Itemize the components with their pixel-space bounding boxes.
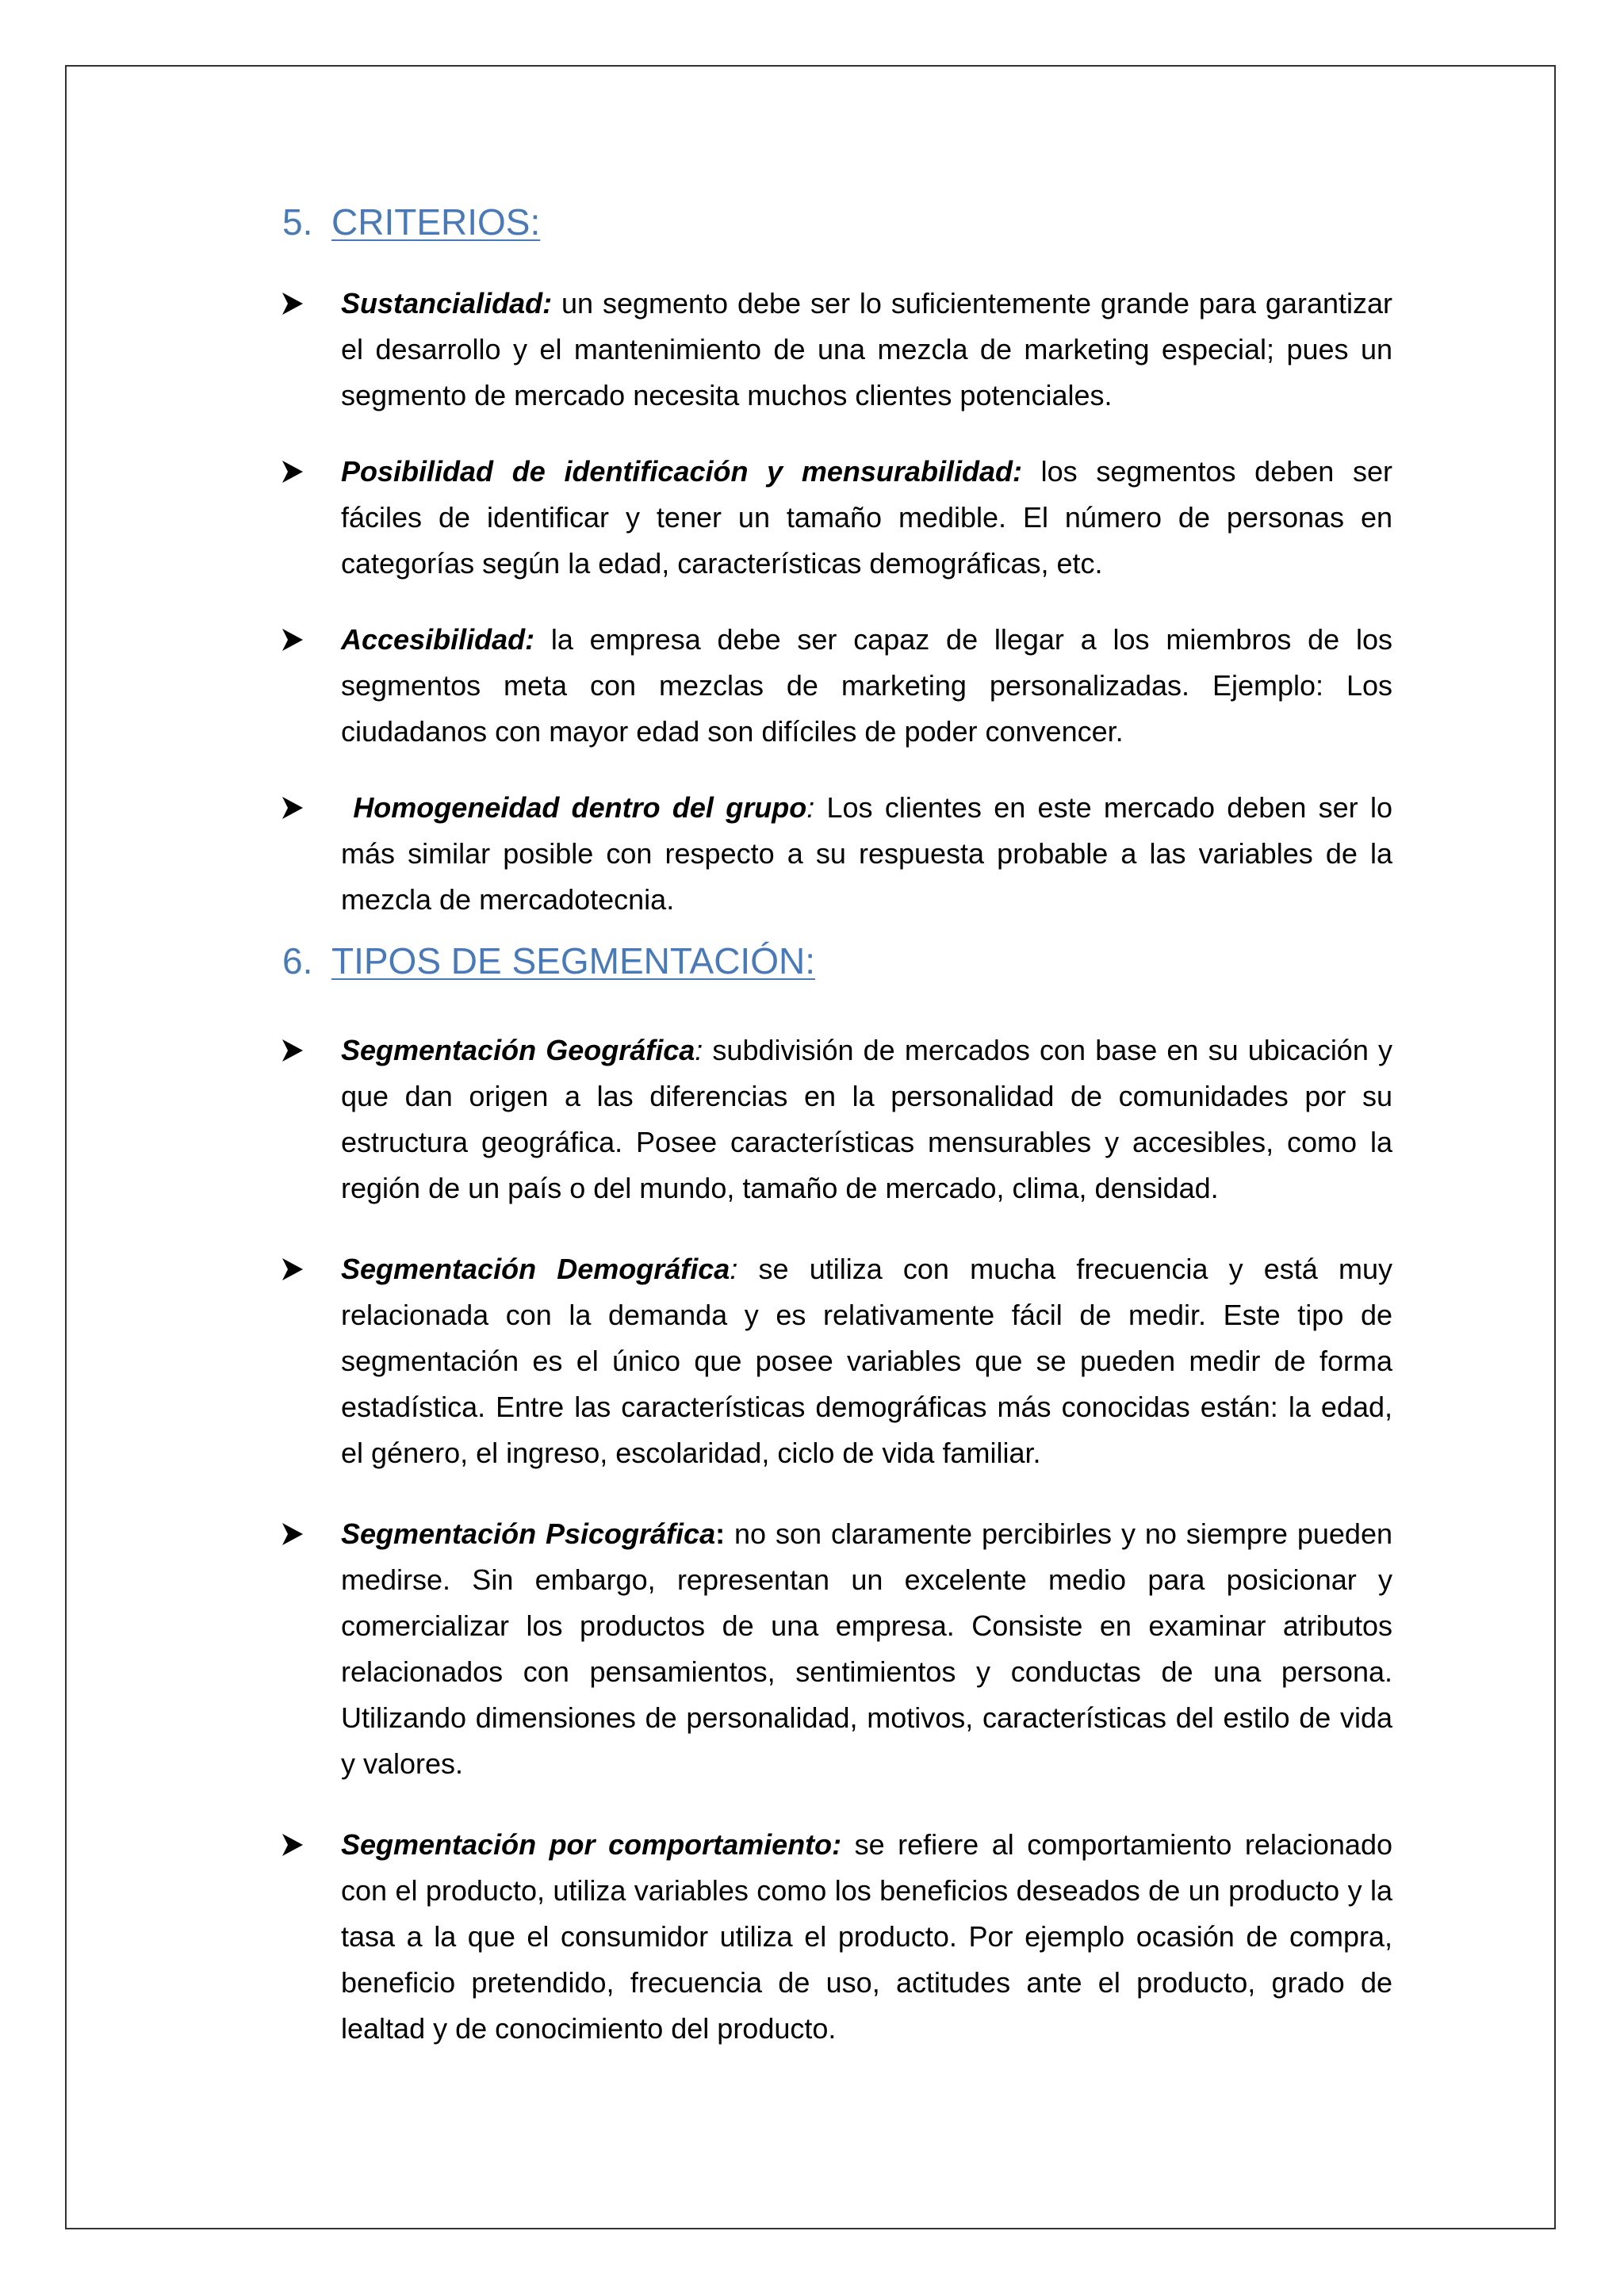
- item-text: se utiliza con mucha frecuencia y está muy relacionada con la demanda y es relativamente fácil de medir. Este tipo de segmentación es el único que posee variables que se pueden medir de forma estadística. Entre las características demográficas más conocidas están: la edad, el género, el ingreso, escolaridad, ciclo de vida familiar.: [341, 1253, 1392, 1469]
- list-item: [282, 785, 1392, 923]
- item-text: un segmento debe ser lo suficientemente grande para garantizar el desarrollo y el mantenimiento de una mezcla de marketing especial; pues un segmento de mercado necesita muchos clientes potenciales.: [341, 287, 1392, 411]
- section-heading-criterios: [282, 190, 1392, 254]
- item-text: se refiere al comportamiento relacionado con el producto, utiliza variables como los beneficios deseados de un producto y la tasa a la que el consumidor utiliza el producto. Por ejemplo ocasión de compra, beneficio pretendido, frecuencia de uso, actitudes ante el producto, grado de lealtad y de conocimiento del producto.: [341, 1828, 1392, 2045]
- arrowhead-bullet-icon: [282, 1027, 306, 1073]
- item-separator: :: [715, 1517, 726, 1550]
- item-term: Segmentación Demográfica: [341, 1253, 730, 1285]
- document-body: [282, 190, 1392, 2087]
- list-item: [282, 1822, 1392, 2052]
- item-term: Sustancialidad:: [341, 287, 553, 320]
- arrowhead-bullet-icon: [282, 1511, 306, 1557]
- item-text: subdivisión de mercados con base en su ubicación y que dan origen a las diferencias en la personalidad de comunidades por su estructura geográfica. Posee características mensurables y accesibles, como la región de un país o del mundo, tamaño de mercado, clima, densidad.: [341, 1034, 1392, 1204]
- arrowhead-bullet-icon: [282, 1822, 306, 1868]
- list-item: [282, 449, 1392, 587]
- section-heading-tipos-de-segmentacion: [282, 929, 1392, 993]
- section-title: CRITERIOS:: [331, 201, 541, 243]
- arrowhead-bullet-icon: [282, 785, 306, 831]
- item-text: la empresa debe ser capaz de llegar a los miembros de los segmentos meta con mezclas de marketing personalizadas. Ejemplo: Los ciudadanos con mayor edad son difíciles de poder convencer.: [341, 623, 1392, 748]
- section-title: TIPOS DE SEGMENTACIÓN:: [331, 940, 815, 982]
- list-item: [282, 281, 1392, 419]
- item-text: los segmentos deben ser fáciles de identificar y tener un tamaño medible. El número de personas en categorías según la edad, características demográficas, etc.: [341, 455, 1392, 580]
- item-term: Segmentación Geográfica: [341, 1034, 695, 1066]
- tipos-segmentacion-list: [282, 1027, 1392, 2052]
- item-term: Posibilidad de identificación y mensurabilidad:: [341, 455, 1022, 488]
- item-text: Los clientes en este mercado deben ser lo más similar posible con respecto a su respuesta probable a las variables de la mezcla de mercadotecnia.: [341, 791, 1392, 916]
- item-term: Homogeneidad dentro del grupo: [353, 791, 807, 824]
- item-term: Accesibilidad:: [341, 623, 535, 656]
- arrowhead-bullet-icon: [282, 449, 306, 495]
- item-separator: :: [695, 1034, 703, 1066]
- arrowhead-bullet-icon: [282, 281, 306, 327]
- item-term: Segmentación por comportamiento:: [341, 1828, 842, 1861]
- list-item: [282, 1027, 1392, 1211]
- list-item: [282, 1511, 1392, 1787]
- item-separator: :: [730, 1253, 738, 1285]
- item-text: no son claramente percibirles y no siempre pueden medirse. Sin embargo, representan un excelente medio para posicionar y comercializar los productos de una empresa. Consiste en examinar atributos relacionados con pensamientos, sentimientos y conductas de una persona. Utilizando dimensiones de personalidad, motivos, características del estilo de vida y valores.: [341, 1517, 1392, 1780]
- arrowhead-bullet-icon: [282, 617, 306, 663]
- list-item: [282, 617, 1392, 755]
- section-number: 6.: [282, 940, 313, 982]
- criterios-list: [282, 281, 1392, 923]
- arrowhead-bullet-icon: [282, 1246, 306, 1292]
- item-separator: :: [806, 791, 815, 824]
- section-number: 5.: [282, 201, 313, 243]
- item-term: Segmentación Psicográfica: [341, 1517, 716, 1550]
- list-item: [282, 1246, 1392, 1476]
